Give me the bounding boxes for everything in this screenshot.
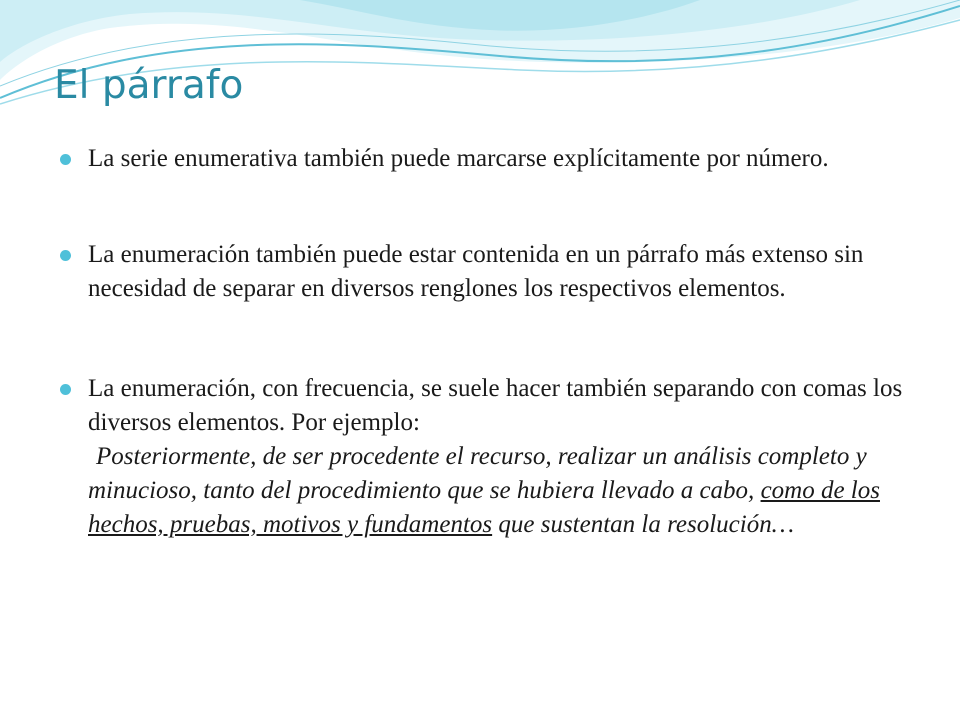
slide-body xyxy=(60,142,920,542)
bullet-item xyxy=(60,238,920,306)
example-text-end: que sustentan la resolución… xyxy=(498,511,794,538)
example-underlined-text: como de los hechos, pruebas, motivos y fundamentos xyxy=(88,477,880,538)
bullet-dot-icon xyxy=(60,250,71,261)
example-quote xyxy=(88,440,920,542)
slide-title: El párrafo xyxy=(54,63,244,108)
bullet-text: La enumeración, con frecuencia, se suele hacer también separando con comas los diversos elementos. Por ejemplo: xyxy=(88,375,903,436)
bullet-text: La serie enumerativa también puede marcarse explícitamente por número. xyxy=(88,145,829,172)
bullet-item xyxy=(60,372,920,542)
bullet-text: La enumeración también puede estar contenida en un párrafo más extenso sin necesidad de separar en diversos renglones los respectivos elementos. xyxy=(88,241,864,302)
bullet-dot-icon xyxy=(60,154,71,165)
bullet-dot-icon xyxy=(60,384,71,395)
bullet-item xyxy=(60,142,920,176)
example-text-start: Posteriormente, de ser procedente el recurso, realizar un análisis completo y minucioso, tanto del procedimiento que se hubiera llevado a cabo, xyxy=(88,443,867,504)
